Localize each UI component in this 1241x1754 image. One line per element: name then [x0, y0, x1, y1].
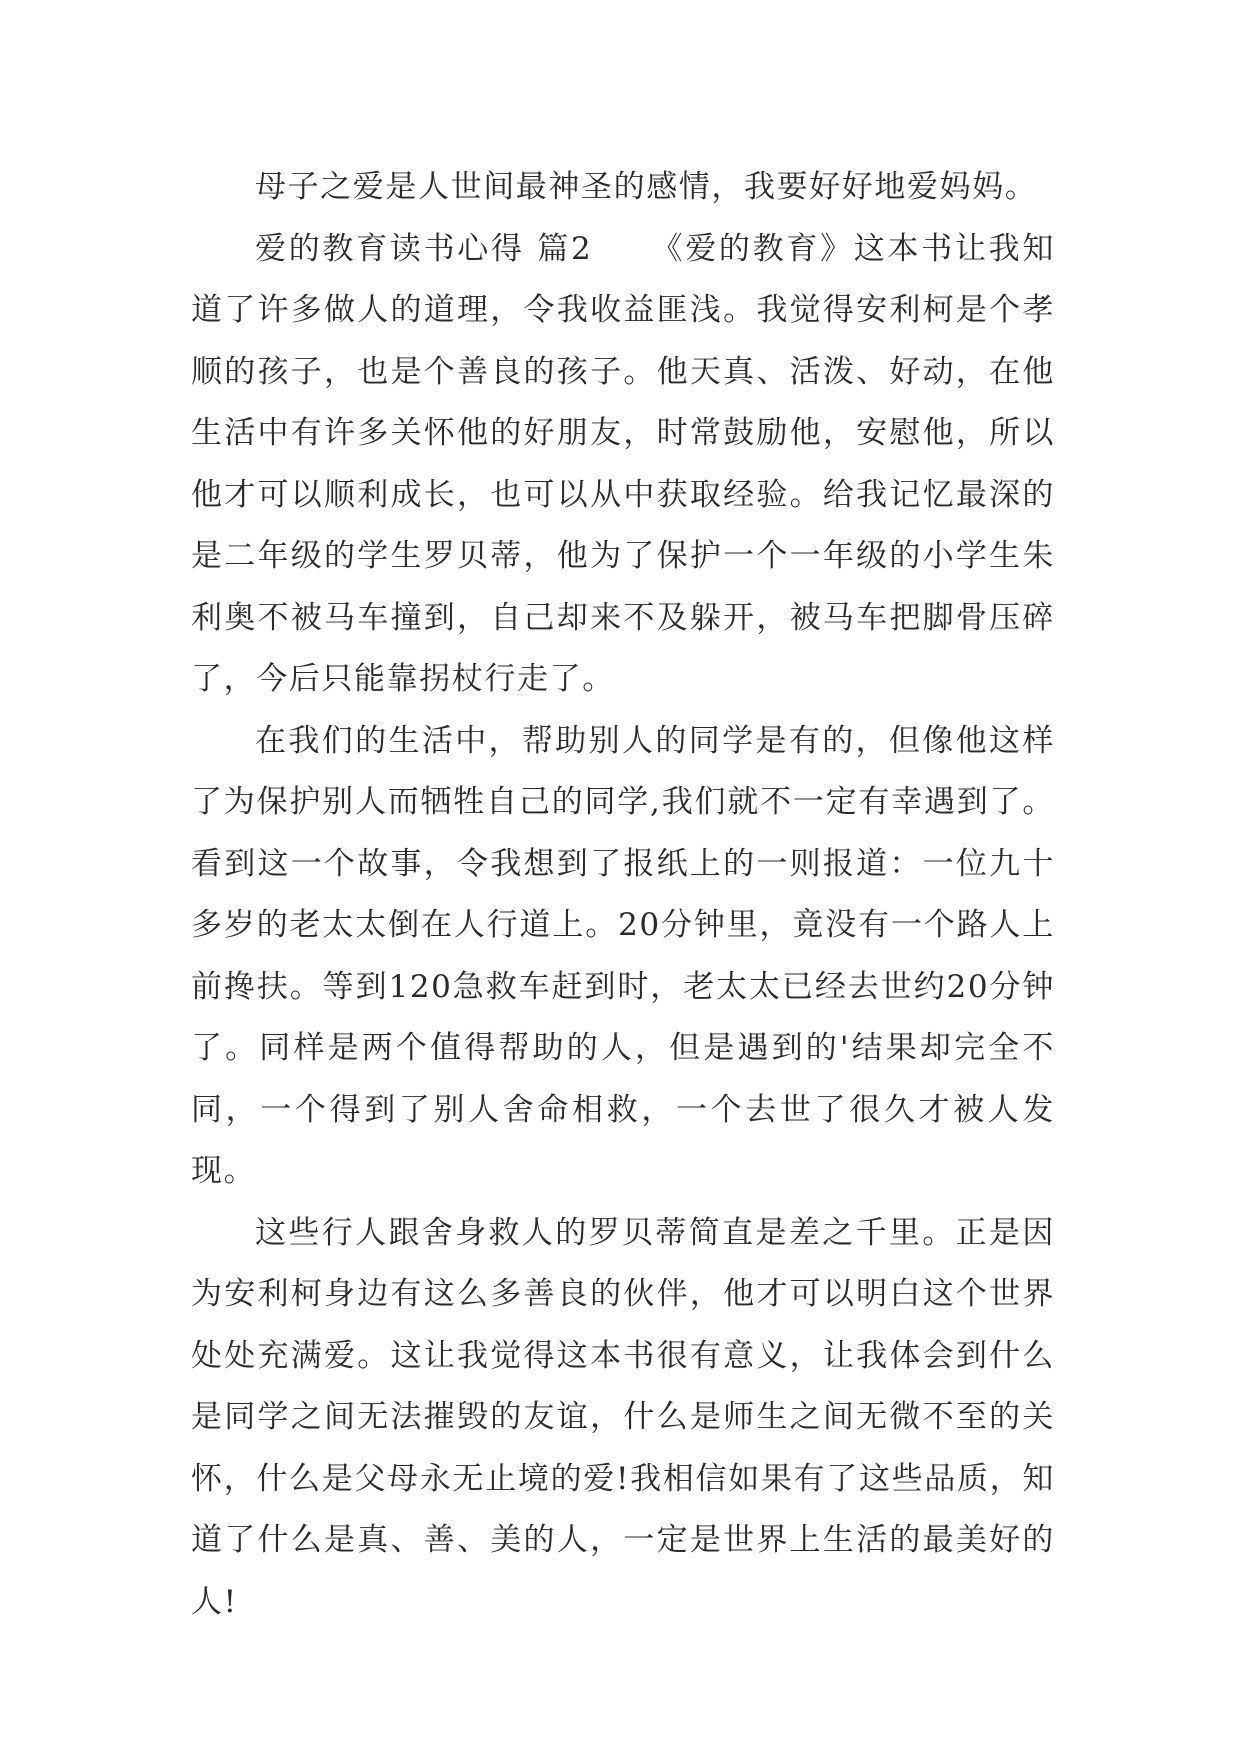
section-heading: 爱的教育读书心得 篇2: [255, 230, 593, 267]
document-body: [191, 157, 1055, 1633]
paragraph-1: [191, 157, 1055, 219]
paragraph-text: 这些行人跟舍身救人的罗贝蒂简直是差之千里。正是因为安利柯身边有这么多善良的伙伴，他才可以明白这个世界处处充满爱。这让我觉得这本书很有意义，让我体会到什么是同学之间无法摧毁的友谊，什么是师生之间无微不至的关怀，什么是父母永无止境的爱!我相信如果有了这些品质，知道了什么是真、善、美的人，一定是世界上生活的最美好的人!: [191, 1214, 1055, 1620]
paragraph-text: 《爱的教育》这本书让我知道了许多做人的道理，令我收益匪浅。我觉得安利柯是个孝顺的孩子，也是个善良的孩子。他天真、活泼、好动，在他生活中有许多关怀他的好朋友，时常鼓励他，安慰他，所以他才可以顺利成长，也可以从中获取经验。给我记忆最深的是二年级的学生罗贝蒂，他为了保护一个一年级的小学生朱利奥不被马车撞到，自己却来不及躲开，被马车把脚骨压碎了，今后只能靠拐杖行走了。: [191, 230, 1055, 697]
paragraph-text: 母子之爱是人世间最神圣的感情，我要好好地爱妈妈。: [255, 169, 1038, 205]
paragraph-4: [191, 1203, 1055, 1634]
paragraph-3: [191, 711, 1055, 1203]
paragraph-2: [191, 219, 1055, 711]
paragraph-text: 在我们的生活中，帮助别人的同学是有的，但像他这样了为保护别人而牺牲自己的同学,我们就不一定有幸遇到了。看到这一个故事，令我想到了报纸上的一则报道：一位九十多岁的老太太倒在人行道上。20分钟里，竟没有一个路人上前搀扶。等到120急救车赶到时，老太太已经去世约20分钟了。同样是两个值得帮助的人，但是遇到的'结果却完全不同，一个得到了别人舍命相救，一个去世了很久才被人发现。: [191, 722, 1055, 1189]
